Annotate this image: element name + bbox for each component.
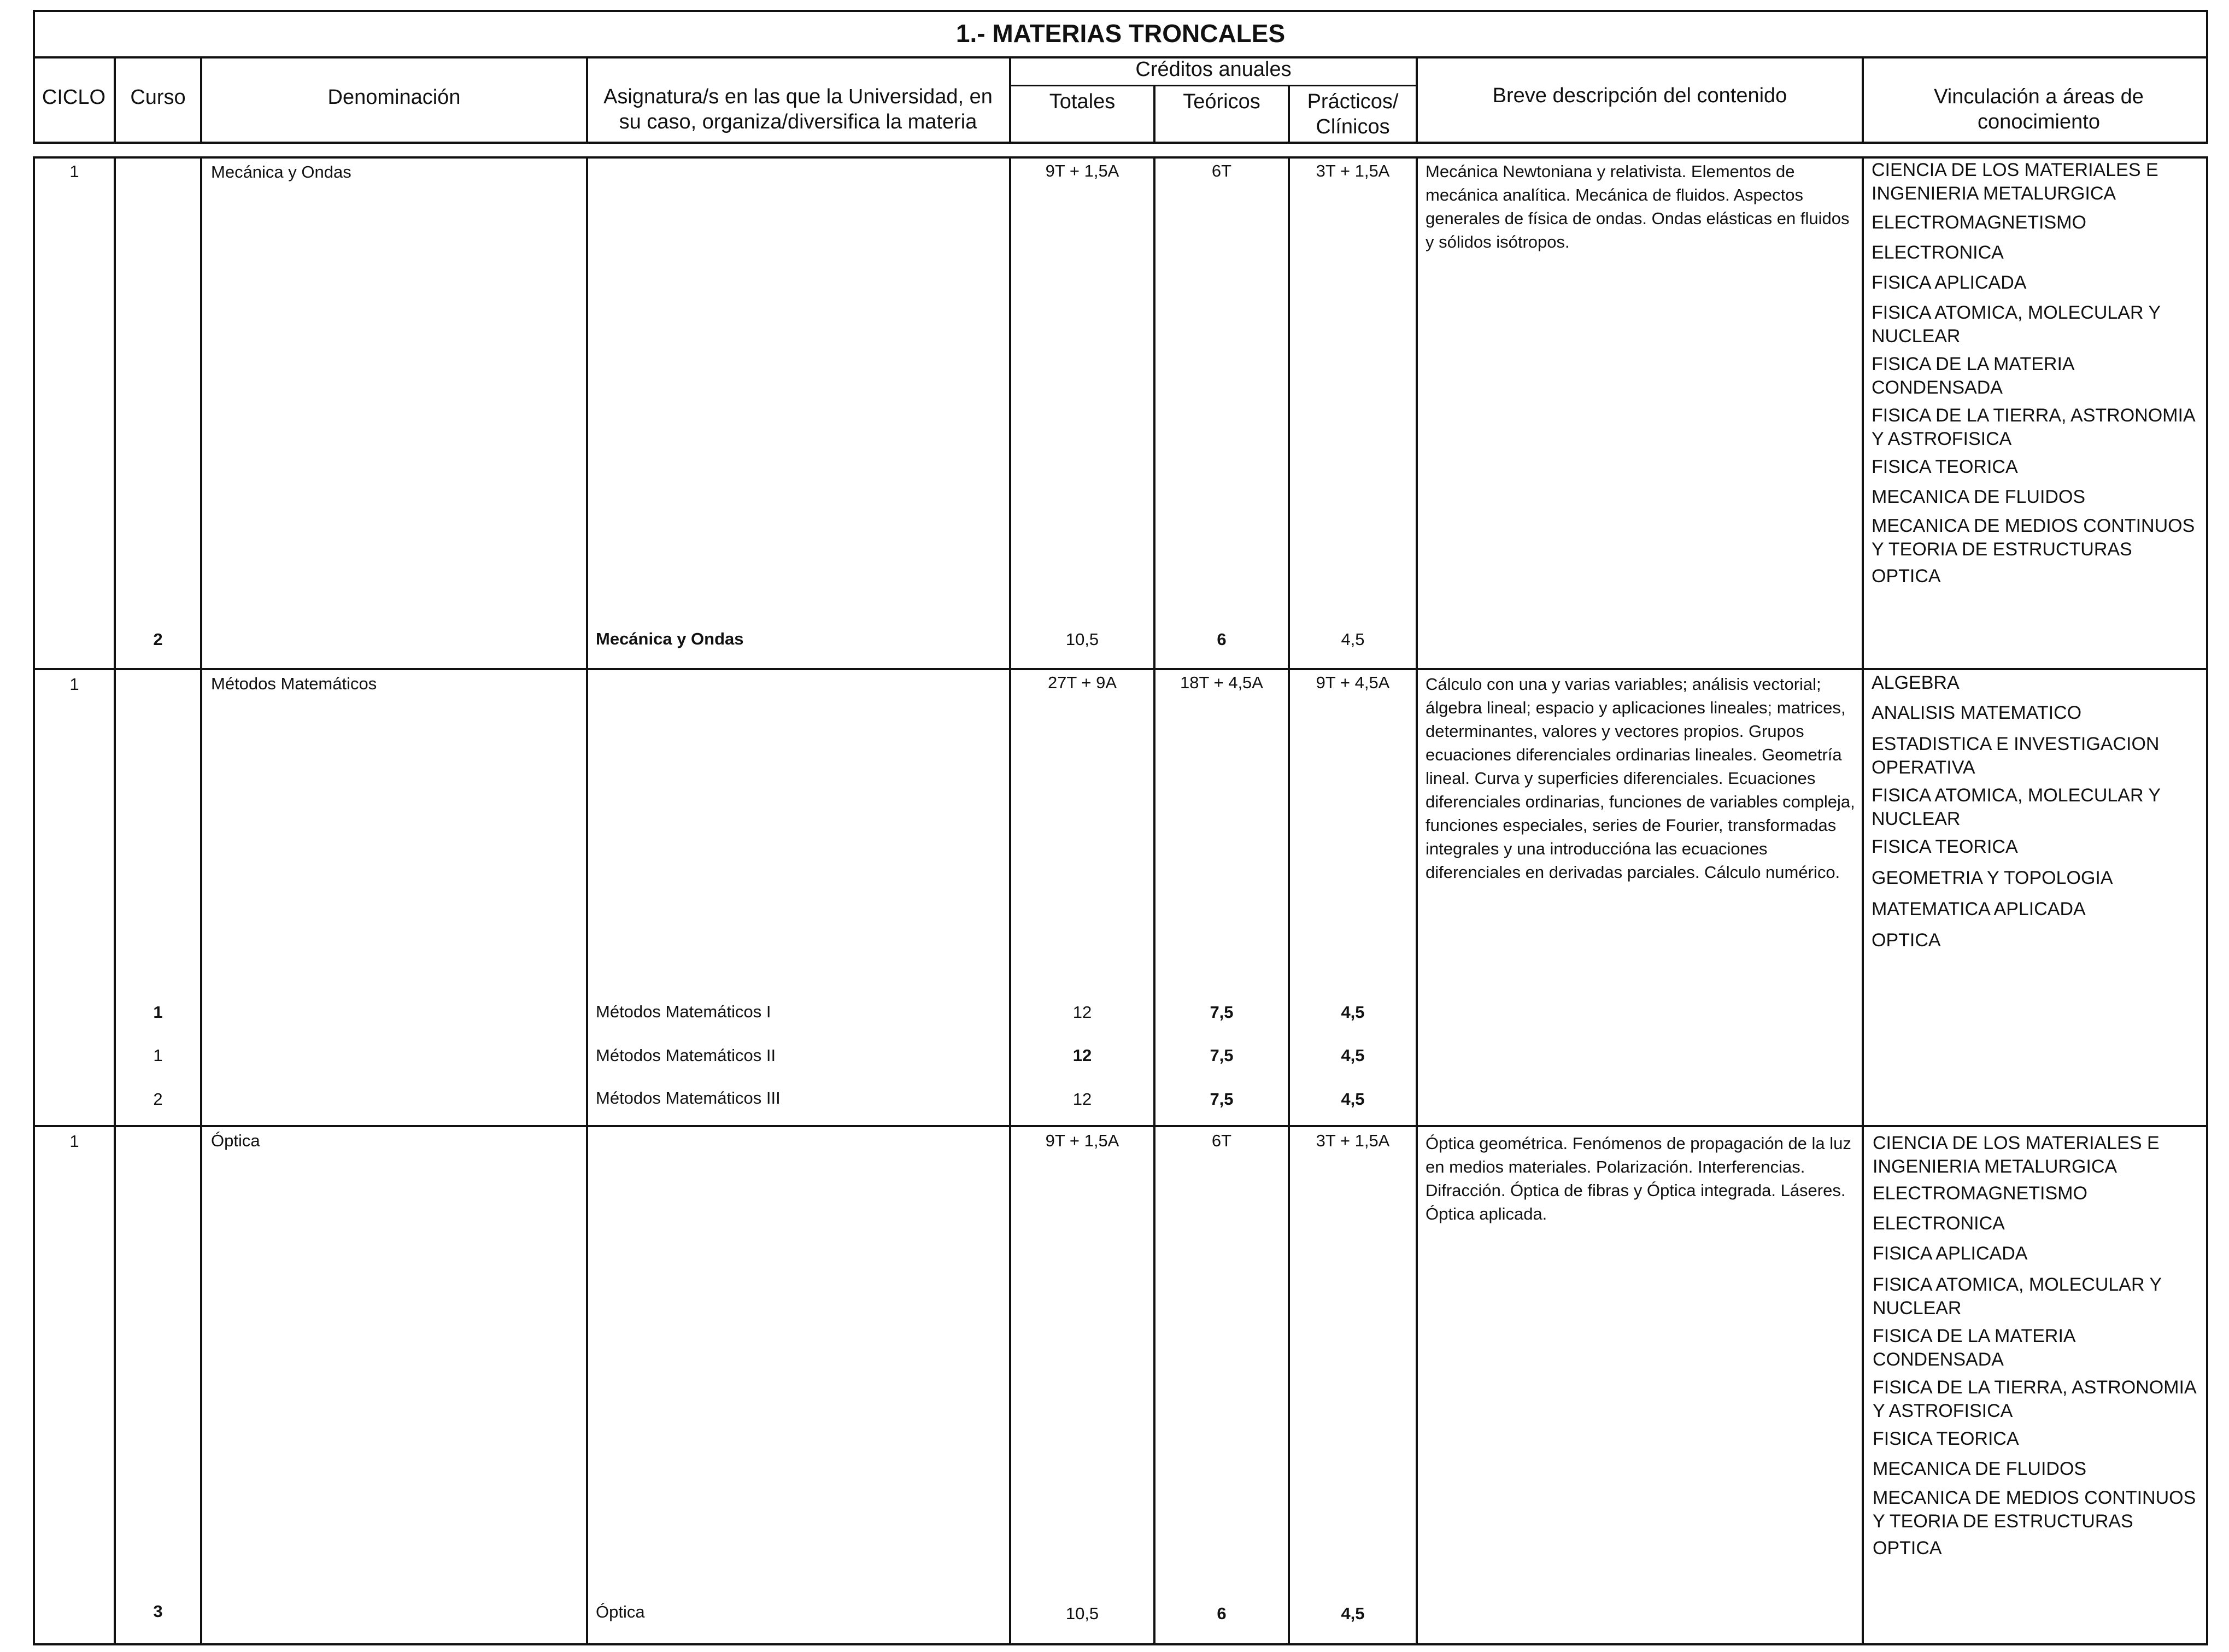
asignatura-teoricos: 6 bbox=[1217, 630, 1227, 649]
area-item: ELECTRONICA bbox=[1872, 242, 2004, 263]
header-col-sep bbox=[1862, 56, 1864, 144]
materia-denominacion: Óptica bbox=[211, 1131, 260, 1150]
asignatura-teoricos: 7,5 bbox=[1210, 1046, 1234, 1065]
area-item: MECANICA DE FLUIDOS bbox=[1873, 1458, 2087, 1479]
area-item: FISICA TEORICA bbox=[1872, 836, 2018, 857]
asignatura-practicos: 4,5 bbox=[1341, 1089, 1365, 1109]
area-item: ESTADISTICA E INVESTIGACION OPERATIVA bbox=[1872, 734, 2160, 778]
asignatura-nombre: Métodos Matemáticos I bbox=[596, 1002, 771, 1021]
area-item: ELECTRONICA bbox=[1873, 1213, 2005, 1234]
area-item: FISICA APLICADA bbox=[1873, 1243, 2028, 1264]
asignatura-totales: 10,5 bbox=[1065, 630, 1099, 649]
area-item: FISICA DE LA MATERIA CONDENSADA bbox=[1872, 354, 2074, 398]
header-creditos-anuales: Créditos anuales bbox=[1135, 58, 1292, 81]
materia-descripcion: Óptica geométrica. Fenómenos de propagación de la luz en medios materiales. Polarización. Interferencias. Difracción. Óptica de fibras y Óptica integrada. Láseres. Óptica aplicada. bbox=[1426, 1134, 1851, 1223]
area-item: FISICA DE LA MATERIA CONDENSADA bbox=[1873, 1326, 2075, 1370]
header-vinculacion: Vinculación a áreas de conocimiento bbox=[1934, 85, 2144, 133]
area-item: OPTICA bbox=[1873, 1538, 1942, 1559]
creditos-separator bbox=[1009, 85, 1416, 86]
materia-ciclo: 1 bbox=[69, 675, 79, 694]
asignatura-curso: 3 bbox=[153, 1602, 163, 1621]
materia-creditos-teoricos: 6T bbox=[1211, 1131, 1232, 1150]
asignatura-practicos: 4,5 bbox=[1341, 1003, 1365, 1022]
asignatura-practicos: 4,5 bbox=[1341, 1046, 1365, 1065]
area-item: MECANICA DE MEDIOS CONTINUOS Y TEORIA DE ESTRUCTURAS bbox=[1872, 515, 2195, 560]
area-item: MATEMATICA APLICADA bbox=[1872, 899, 2086, 919]
asignatura-curso: 1 bbox=[153, 1003, 163, 1022]
asignatura-practicos: 4,5 bbox=[1341, 1604, 1365, 1623]
area-item: FISICA ATOMICA, MOLECULAR Y NUCLEAR bbox=[1872, 302, 2161, 347]
page-title: 1.- MATERIAS TRONCALES bbox=[955, 19, 1286, 48]
body-col-sep bbox=[114, 156, 116, 1645]
materia-areas bbox=[1873, 1132, 2201, 1560]
materia-separator bbox=[33, 668, 2208, 670]
asignatura-nombre: Mecánica y Ondas bbox=[596, 629, 744, 648]
asignatura-totales: 12 bbox=[1072, 1003, 1092, 1022]
asignatura-totales: 12 bbox=[1072, 1089, 1092, 1109]
area-item: CIENCIA DE LOS MATERIALES E INGENIERIA METALURGICA bbox=[1873, 1133, 2160, 1177]
asignatura-curso: 1 bbox=[153, 1046, 163, 1065]
materia-denominacion: Métodos Matemáticos bbox=[211, 674, 377, 693]
body-col-sep bbox=[586, 156, 588, 1645]
body-col-sep bbox=[1009, 156, 1011, 1645]
materia-areas bbox=[1872, 159, 2199, 588]
asignatura-teoricos: 7,5 bbox=[1210, 1089, 1234, 1109]
area-item: ELECTROMAGNETISMO bbox=[1873, 1183, 2087, 1204]
header-col-sep bbox=[586, 56, 588, 144]
materia-areas bbox=[1872, 671, 2199, 952]
area-item: OPTICA bbox=[1872, 566, 1941, 587]
body-col-sep bbox=[200, 156, 202, 1645]
area-item: CIENCIA DE LOS MATERIALES E INGENIERIA METALURGICA bbox=[1872, 160, 2158, 204]
materia-ciclo: 1 bbox=[69, 1132, 79, 1151]
header-ciclo: CICLO bbox=[42, 86, 106, 109]
asignatura-curso: 2 bbox=[153, 1089, 163, 1109]
materia-creditos-teoricos: 6T bbox=[1211, 161, 1232, 180]
area-item: ANALISIS MATEMATICO bbox=[1872, 702, 2082, 723]
materia-denominacion: Mecánica y Ondas bbox=[211, 162, 351, 181]
area-item: ELECTROMAGNETISMO bbox=[1872, 212, 2086, 233]
body-col-sep bbox=[1153, 156, 1155, 1645]
asignatura-nombre: Óptica bbox=[596, 1602, 645, 1621]
header-descripcion: Breve descripción del contenido bbox=[1492, 84, 1787, 107]
header-denominacion: Denominación bbox=[327, 86, 461, 109]
asignatura-teoricos: 7,5 bbox=[1210, 1003, 1234, 1022]
materia-descripcion: Cálculo con una y varias variables; análisis vectorial; álgebra lineal; espacio y aplicaciones lineales; matrices, determinantes, valores y vectores propios. Grupos ecuaciones diferenciales ordinarias lineales. Geometría lineal. Curva y superficies diferenciales. Ecuaciones diferenciales ordinarias, funciones de variables compleja, funciones especiales, series de Fourier, transformadas integrales y una introducciónа las ecuaciones diferenciales en derivadas parciales. Cálculo numérico. bbox=[1426, 675, 1855, 882]
header-col-sep bbox=[1288, 85, 1290, 144]
area-item: FISICA ATOMICA, MOLECULAR Y NUCLEAR bbox=[1873, 1274, 2162, 1319]
header-totales: Totales bbox=[1049, 90, 1116, 113]
area-item: FISICA DE LA TIERRA, ASTRONOMIA Y ASTROFISICA bbox=[1873, 1377, 2196, 1421]
header-practicos: Prácticos/ Clínicos bbox=[1307, 90, 1399, 138]
area-item: FISICA TEORICA bbox=[1872, 456, 2018, 477]
materia-creditos-teoricos: 18T + 4,5A bbox=[1180, 673, 1263, 692]
materia-creditos-practicos: 9T + 4,5A bbox=[1316, 673, 1390, 692]
area-item: FISICA APLICADA bbox=[1872, 272, 2027, 293]
materia-ciclo: 1 bbox=[69, 162, 79, 181]
header-curso: Curso bbox=[130, 86, 186, 109]
materia-creditos-totales: 27T + 9A bbox=[1047, 673, 1117, 692]
area-item: GEOMETRIA Y TOPOLOGIA bbox=[1872, 868, 2113, 888]
materia-descripcion: Mecánica Newtoniana y relativista. Elementos de mecánica analítica. Mecánica de fluidos. Aspectos generales de física de ondas. Ondas elásticas en fluidos y sólidos isótropos. bbox=[1426, 162, 1850, 251]
body-col-sep bbox=[1862, 156, 1864, 1645]
area-item: MECANICA DE MEDIOS CONTINUOS Y TEORIA DE ESTRUCTURAS bbox=[1873, 1487, 2196, 1532]
materia-creditos-totales: 9T + 1,5A bbox=[1045, 161, 1119, 180]
materia-creditos-practicos: 3T + 1,5A bbox=[1316, 161, 1390, 180]
asignatura-nombre: Métodos Matemáticos II bbox=[596, 1046, 776, 1065]
asignatura-totales: 12 bbox=[1072, 1046, 1092, 1065]
asignatura-totales: 10,5 bbox=[1065, 1604, 1099, 1623]
body-col-sep bbox=[1288, 156, 1290, 1645]
header-teoricos: Teóricos bbox=[1183, 90, 1260, 113]
header-asignatura: Asignatura/s en las que la Universidad, en su caso, organiza/diversifica la materia bbox=[603, 85, 993, 133]
area-item: FISICA TEORICA bbox=[1873, 1428, 2019, 1449]
materia-separator bbox=[33, 1125, 2208, 1127]
area-item: FISICA DE LA TIERRA, ASTRONOMIA Y ASTROFISICA bbox=[1872, 405, 2195, 449]
area-item: FISICA ATOMICA, MOLECULAR Y NUCLEAR bbox=[1872, 785, 2161, 829]
materia-creditos-totales: 9T + 1,5A bbox=[1045, 1131, 1119, 1150]
asignatura-practicos: 4,5 bbox=[1341, 630, 1365, 649]
materia-creditos-practicos: 3T + 1,5A bbox=[1316, 1131, 1390, 1150]
body-col-sep bbox=[1416, 156, 1418, 1645]
area-item: ALGEBRA bbox=[1872, 672, 1960, 693]
area-item: MECANICA DE FLUIDOS bbox=[1872, 487, 2086, 507]
asignatura-teoricos: 6 bbox=[1217, 1604, 1227, 1623]
area-item: OPTICA bbox=[1872, 930, 1941, 951]
asignatura-nombre: Métodos Matemáticos III bbox=[596, 1088, 781, 1108]
asignatura-curso: 2 bbox=[153, 630, 163, 649]
